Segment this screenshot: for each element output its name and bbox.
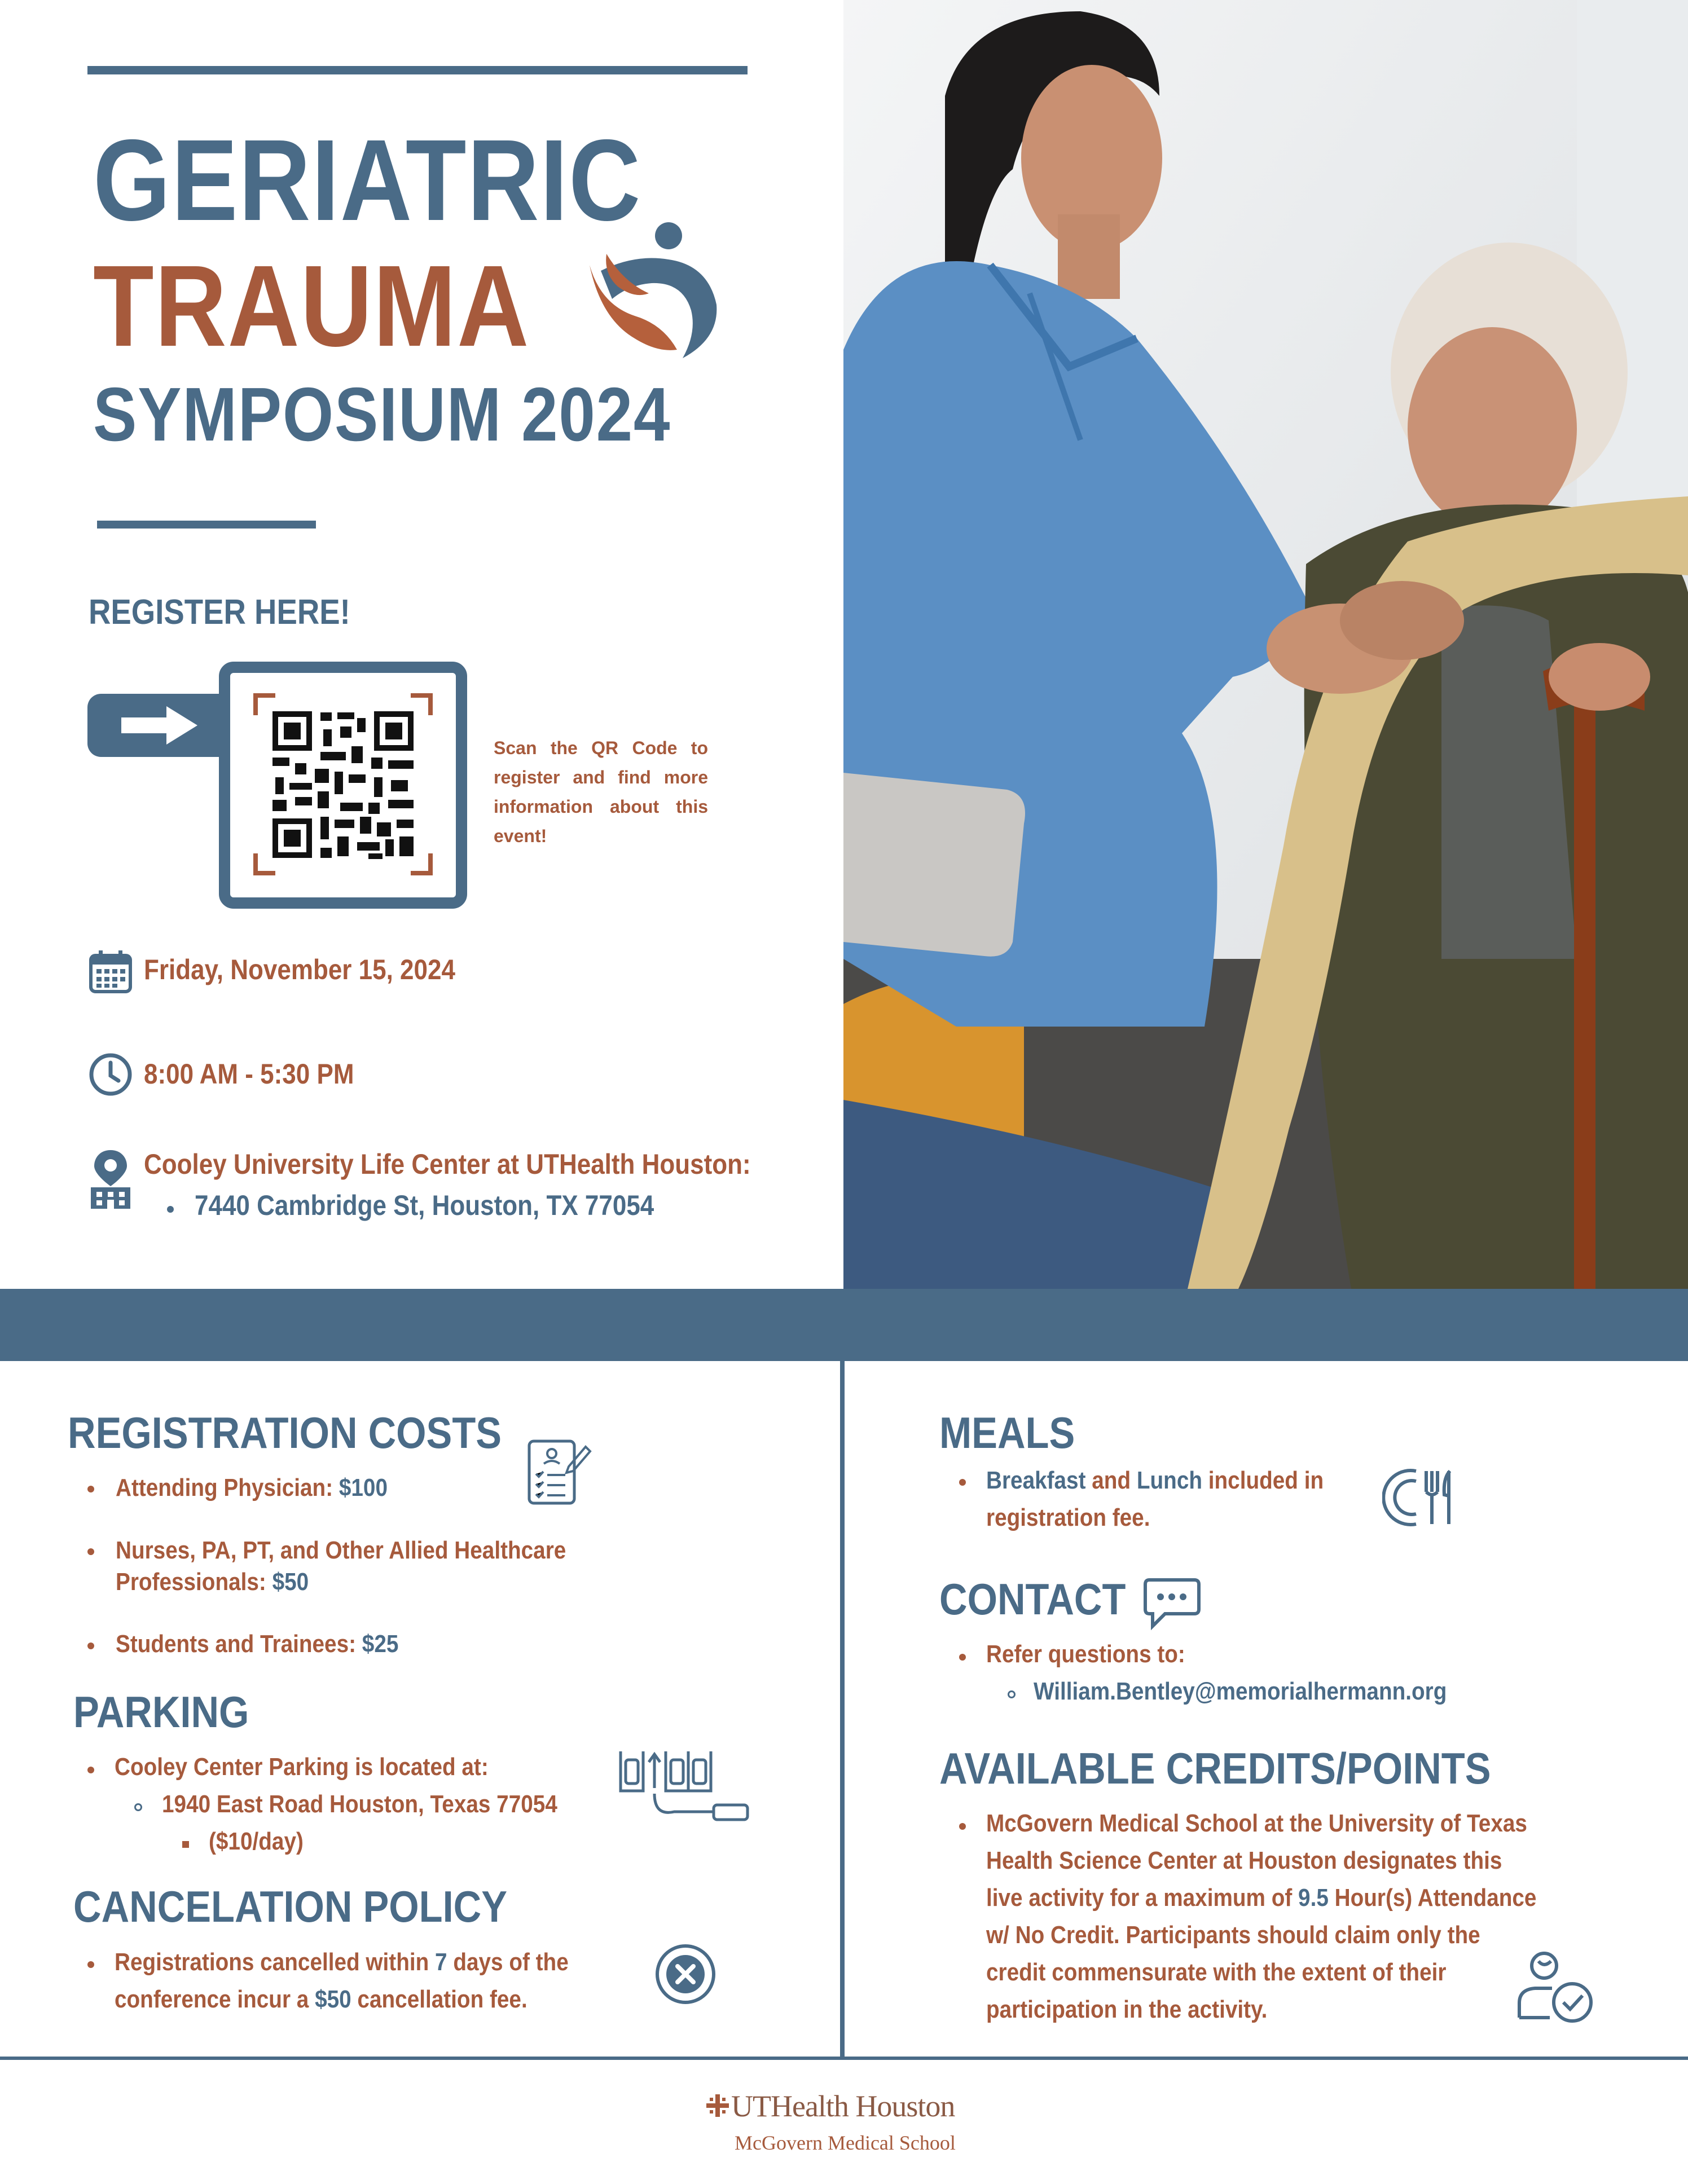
registration-costs-heading: REGISTRATION COSTS: [68, 1408, 502, 1458]
cost-item-nurses: Nurses, PA, PT, and Other Allied Healthcare: [116, 1536, 566, 1564]
contact-item: Refer questions to:: [986, 1640, 1185, 1668]
credits-line5: credit commensurate with the extent of their: [986, 1958, 1447, 1986]
sub-bullet: [134, 1803, 142, 1811]
title-geriatric: GERIATRIC: [93, 116, 642, 245]
credits-line1: McGovern Medical School at the University of Texas: [986, 1809, 1527, 1837]
contact-email-link[interactable]: William.Bentley@memorialhermann.org: [1034, 1677, 1447, 1705]
meals-line1: Breakfast and Lunch included in: [986, 1467, 1324, 1494]
cancelation-line2: conference incur a $50 cancellation fee.: [115, 1985, 528, 2013]
event-address: 7440 Cambridge St, Houston, TX 77054: [195, 1190, 654, 1221]
uthealth-emblem-icon: [706, 2094, 729, 2117]
cancelation-heading: CANCELATION POLICY: [73, 1882, 508, 1931]
register-heading: REGISTER HERE!: [89, 593, 350, 632]
section-band: [0, 1289, 1688, 1361]
footer-school: McGovern Medical School: [735, 2132, 956, 2154]
footer-org: UTHealth Houston: [731, 2089, 955, 2123]
event-date: Friday, November 15, 2024: [144, 954, 455, 985]
bullet: [167, 1206, 174, 1213]
uthealth-logo: [705, 2089, 983, 2123]
credits-line4: w/ No Credit. Participants should claim only the: [986, 1921, 1480, 1949]
qr-code-frame[interactable]: [219, 662, 467, 909]
parking-fee: ($10/day): [209, 1828, 304, 1855]
parking-item: Cooley Center Parking is located at:: [115, 1753, 489, 1781]
cancelation-line1: Registrations cancelled within 7 days of the: [115, 1948, 569, 1976]
chat-bubble-icon: [1142, 1577, 1202, 1633]
qr-code-icon[interactable]: [230, 673, 456, 897]
meals-line2: registration fee.: [986, 1504, 1150, 1531]
bullet: [959, 1479, 966, 1486]
clipboard-form-icon: [525, 1436, 592, 1509]
location-building-icon: [87, 1148, 134, 1210]
arrow-right-icon: [118, 703, 203, 748]
credits-line6: participation in the activity.: [986, 1996, 1268, 2023]
heart-hands-logo-icon: [584, 220, 725, 367]
column-divider: [840, 1361, 845, 2058]
cost-item-students: Students and Trainees: $25: [116, 1630, 399, 1658]
bullet: [959, 1654, 966, 1661]
bullet: [87, 1767, 94, 1773]
calendar-icon: [87, 949, 134, 995]
bullet: [87, 1961, 94, 1968]
sub-sub-bullet: [182, 1841, 189, 1848]
cost-item-attending: Attending Physician: $100: [116, 1474, 388, 1501]
nurse-with-elderly-patient-photo: [843, 0, 1688, 1289]
sub-bullet: [1008, 1690, 1016, 1698]
credits-line2: Health Science Center at Houston designates this: [986, 1847, 1502, 1874]
clock-icon: [87, 1051, 134, 1098]
qr-note: Scan the QR Code to register and find more information about this event!: [494, 738, 708, 846]
bullet: [87, 1643, 94, 1649]
title-trauma: TRAUMA: [93, 241, 530, 371]
parking-address: 1940 East Road Houston, Texas 77054: [162, 1790, 557, 1818]
title-symposium: SYMPOSIUM 2024: [93, 372, 671, 457]
event-time: 8:00 AM - 5:30 PM: [144, 1058, 354, 1090]
credits-line3: live activity for a maximum of 9.5 Hour(s) Attendance: [986, 1884, 1537, 1912]
event-venue: Cooley University Life Center at UTHealth Houston:: [144, 1148, 751, 1180]
meals-heading: MEALS: [939, 1408, 1075, 1458]
header-top-rule: [87, 66, 748, 74]
header-mid-rule: [97, 521, 316, 529]
bullet: [959, 1823, 966, 1830]
contact-heading: CONTACT: [939, 1574, 1126, 1624]
credits-heading: AVAILABLE CREDITS/POINTS: [939, 1743, 1491, 1793]
cancel-x-icon: [653, 1942, 718, 2007]
plate-utensils-icon: [1382, 1467, 1458, 1529]
bullet: [87, 1486, 94, 1492]
parking-heading: PARKING: [73, 1687, 249, 1737]
footer-rule: [0, 2057, 1688, 2060]
arrow-tab: [87, 694, 223, 757]
parking-lot-icon: [618, 1749, 753, 1828]
cost-item-nurses-cont: Professionals: $50: [116, 1568, 309, 1596]
bullet: [87, 1548, 94, 1555]
user-check-icon: [1515, 1949, 1597, 2025]
